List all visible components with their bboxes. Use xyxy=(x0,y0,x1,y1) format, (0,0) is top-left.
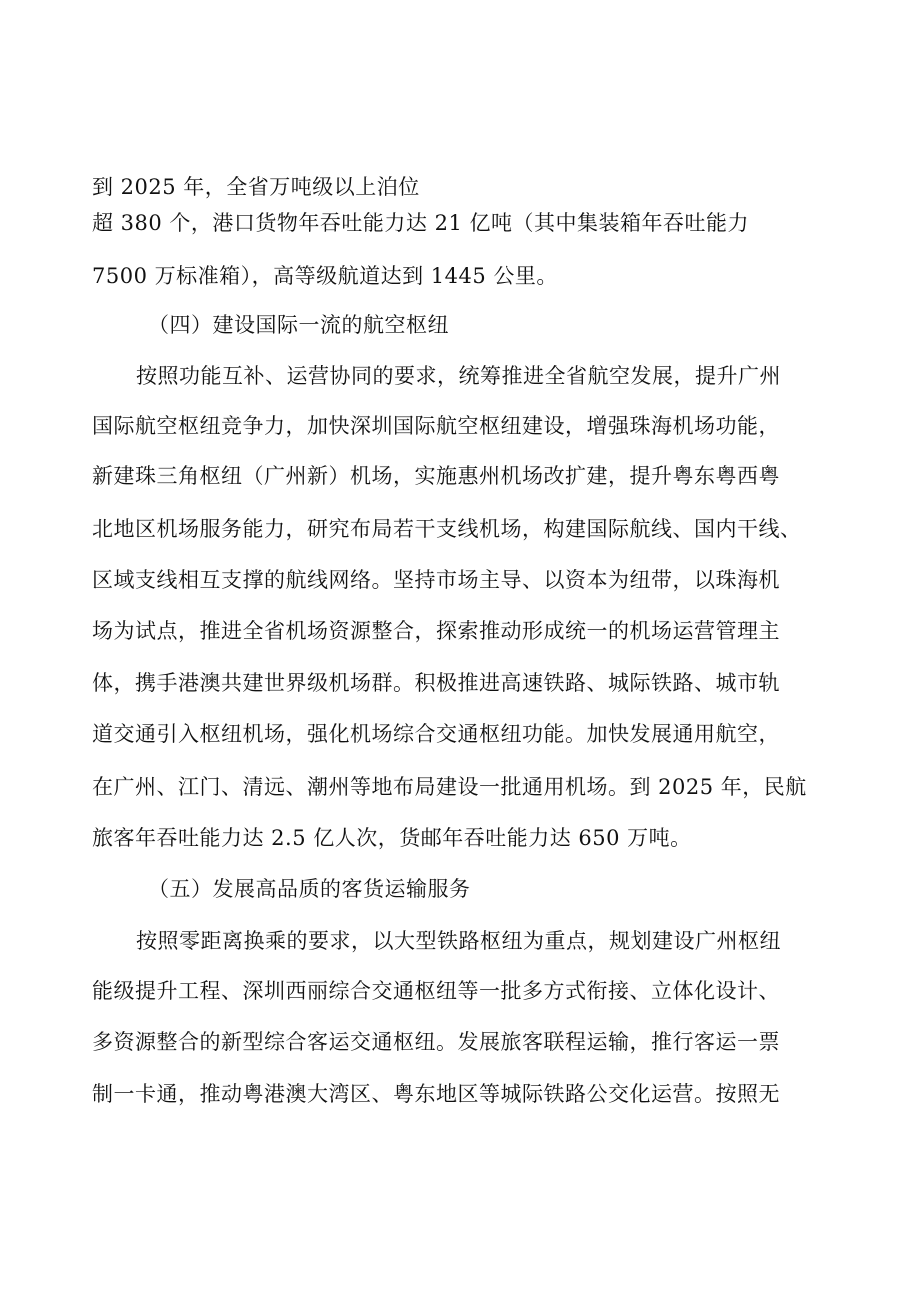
paragraph-line: 新建珠三角枢纽（广州新）机场，实施惠州机场改扩建，提升粤东粤西粤 xyxy=(92,464,780,488)
paragraph-line: 区域支线相互支撑的航线网络。坚持市场主导、以资本为纽带，以珠海机 xyxy=(92,568,780,592)
paragraph-line: 旅客年吞吐能力达 2.5 亿人次，货邮年吞吐能力达 650 万吨。 xyxy=(92,826,692,850)
paragraph-line: 制一卡通，推动粤港澳大湾区、粤东地区等城际铁路公交化运营。按照无 xyxy=(92,1082,780,1106)
paragraph-line: 按照零距离换乘的要求，以大型铁路枢纽为重点，规划建设广州枢纽 xyxy=(136,929,781,953)
section-heading-4: （四）建设国际一流的航空枢纽 xyxy=(148,313,449,337)
paragraph-line: 按照功能互补、运营协同的要求，统筹推进全省航空发展，提升广州 xyxy=(136,364,781,388)
paragraph-line: 国际航空枢纽竞争力，加快深圳国际航空枢纽建设，增强珠海机场功能， xyxy=(92,414,780,438)
paragraph-line: 在广州、江门、清远、潮州等地布局建设一批通用机场。到 2025 年，民航 xyxy=(92,775,807,799)
paragraph-line: 7500 万标准箱），高等级航道达到 1445 公里。 xyxy=(92,264,558,288)
paragraph-line: 能级提升工程、深圳西丽综合交通枢纽等一批多方式衔接、立体化设计、 xyxy=(92,979,780,1003)
section-heading-5: （五）发展高品质的客货运输服务 xyxy=(148,877,471,901)
paragraph-line: 体，携手港澳共建世界级机场群。积极推进高速铁路、城际铁路、城市轨 xyxy=(92,671,780,695)
paragraph-line: 北地区机场服务能力，研究布局若干支线机场，构建国际航线、国内干线、 xyxy=(92,517,802,541)
paragraph-line: 到 2025 年，全省万吨级以上泊位 xyxy=(92,175,420,199)
paragraph-line: 多资源整合的新型综合客运交通枢纽。发展旅客联程运输，推行客运一票 xyxy=(92,1030,780,1054)
paragraph-line: 超 380 个，港口货物年吞吐能力达 21 亿吨（其中集装箱年吞吐能力 xyxy=(92,211,750,235)
paragraph-line: 场为试点，推进全省机场资源整合，探索推动形成统一的机场运营管理主 xyxy=(92,619,780,643)
paragraph-line: 道交通引入枢纽机场，强化机场综合交通枢纽功能。加快发展通用航空， xyxy=(92,722,780,746)
